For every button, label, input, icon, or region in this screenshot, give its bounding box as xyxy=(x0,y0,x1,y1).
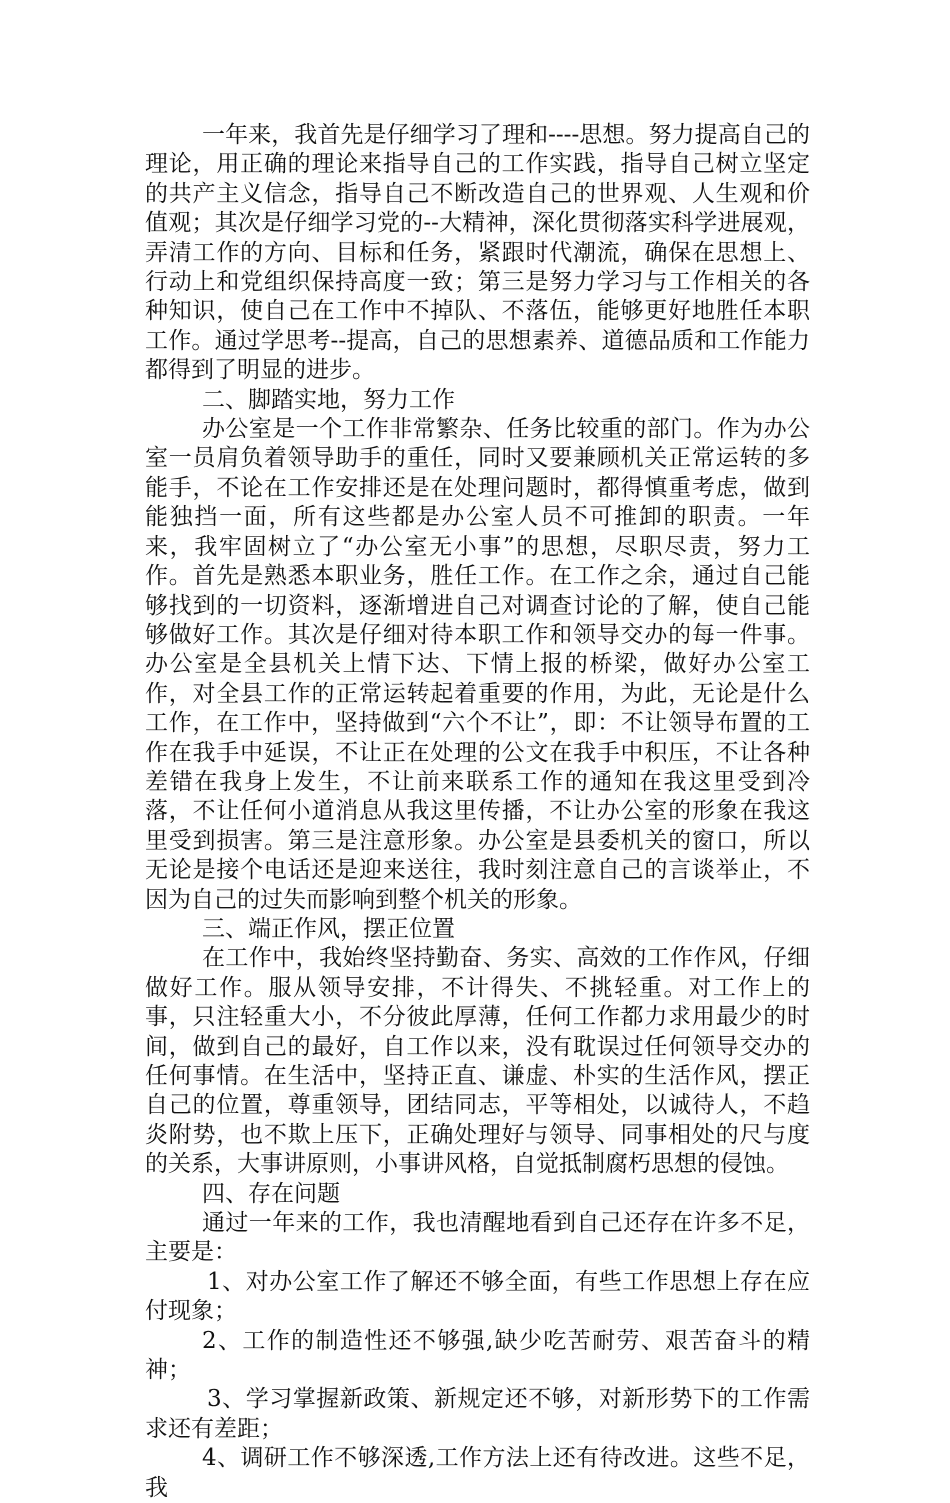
paragraph-office-duties: 办公室是一个工作非常繁杂、任务比较重的部门。作为办公室一员肩负着领导助手的重任，同时又要兼顾机关正常运转的多能手，不论在工作安排还是在处理问题时，都得慎重考虑，做到能独挡一面，所有这些都是办公室人员不可推卸的职责。一年来，我牢固树立了“办公室无小事”的思想，尽职尽责，努力工作。首先是熟悉本职业务，胜任工作。在工作之余，通过自己能够找到的一切资料，逐渐增进自己对调查讨论的了解，使自己能够做好工作。其次是仔细对待本职工作和领导交办的每一件事。办公室是全县机关上情下达、下情上报的桥梁，做好办公室工作，对全县工作的正常运转起着重要的作用，为此，无论是什么工作，在工作中，坚持做到“六个不让”，即：不让领导布置的工作在我手中延误，不让正在处理的公文在我手中积压，不让各种差错在我身上发生，不让前来联系工作的通知在我这里受到冷落，不让任何小道消息从我这里传播，不让办公室的形象在我这里受到损害。第三是注意形象。办公室是县委机关的窗口，所以无论是接个电话还是迎来送往，我时刻注意自己的言谈举止，不因为自己的过失而影响到整个机关的形象。 xyxy=(145,416,810,913)
document-body xyxy=(145,121,810,1503)
list-item-problem-1: 1、对办公室工作了解还不够全面，有些工作思想上存在应付现象； xyxy=(145,1268,810,1325)
paragraph-problems-intro: 通过一年来的工作，我也清醒地看到自己还存在许多不足，主要是： xyxy=(145,1210,810,1266)
section-heading-style: 三、端正作风，摆正位置 xyxy=(202,915,455,942)
section-heading-problems: 四、存在问题 xyxy=(202,1180,340,1207)
list-item-problem-4: 4、调研工作不够深透,工作方法上还有待改进。这些不足，我 xyxy=(145,1445,810,1501)
section-heading-work: 二、脚踏实地，努力工作 xyxy=(202,386,455,413)
paragraph-study: 一年来，我首先是仔细学习了理和----思想。努力提高自己的理论，用正确的理论来指导自己的工作实践，指导自己树立坚定的共产主义信念，指导自己不断改造自己的世界观、人生观和价值观；其次是仔细学习党的--大精神，深化贯彻落实科学进展观，弄清工作的方向、目标和任务，紧跟时代潮流，确保在思想上、行动上和党组织保持高度一致；第三是努力学习与工作相关的各种知识，使自己在工作中不掉队、不落伍，能够更好地胜任本职工作。通过学思考--提高，自己的思想素养、道德品质和工作能力都得到了明显的进步。 xyxy=(145,122,810,384)
list-item-problem-3: 3、学习掌握新政策、新规定还不够，对新形势下的工作需求还有差距； xyxy=(145,1386,810,1442)
list-item-problem-2: 2、工作的制造性还不够强,缺少吃苦耐劳、艰苦奋斗的精神； xyxy=(145,1327,810,1384)
paragraph-work-style: 在工作中，我始终坚持勤奋、务实、高效的工作作风，仔细做好工作。服从领导安排，不计得失、不挑轻重。对工作上的事，只注轻重大小，不分彼此厚薄，任何工作都力求用最少的时间，做到自己的最好，自工作以来，没有耽误过任何领导交办的任何事情。在生活中，坚持正直、谦虚、朴实的生活作风，摆正自己的位置，尊重领导，团结同志，平等相处，以诚待人，不趋炎附势，也不欺上压下，正确处理好与领导、同事相处的尺与度的关系，大事讲原则，小事讲风格，自觉抵制腐朽思想的侵蚀。 xyxy=(145,945,810,1178)
